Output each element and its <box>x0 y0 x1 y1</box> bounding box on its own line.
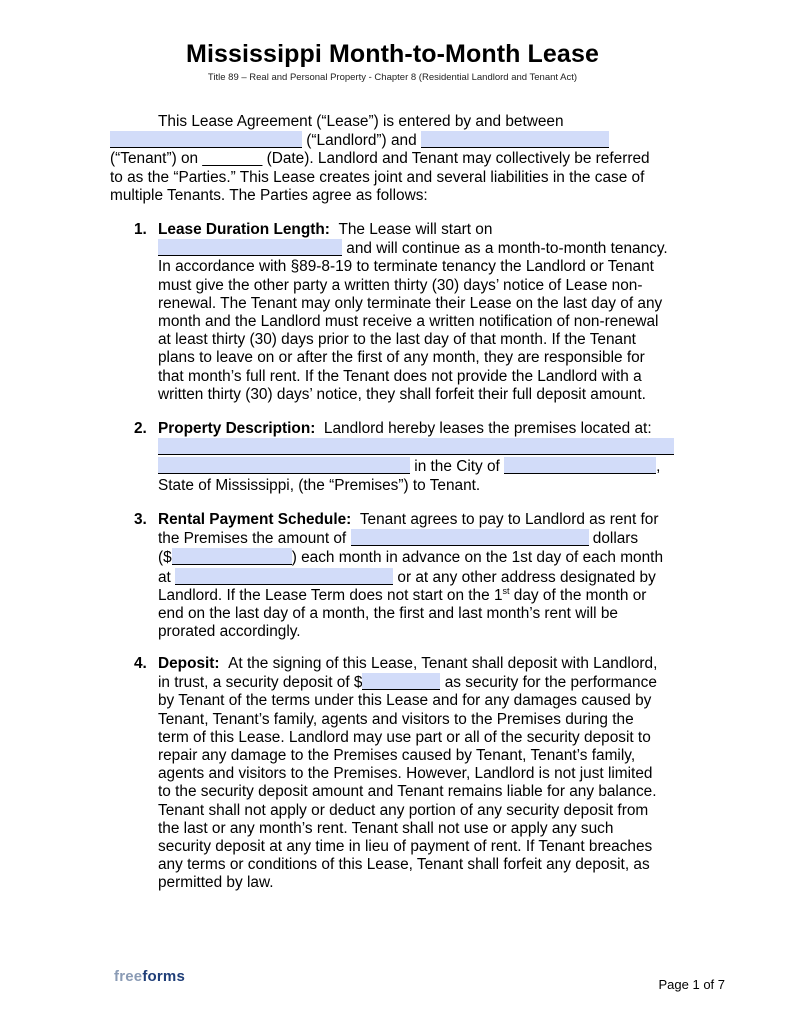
s4-line-7: agents and visitors to the Premises. However, Landlord is not just limited <box>158 765 653 783</box>
intro-line-3 <box>110 150 670 168</box>
s1-line-2 <box>158 239 680 258</box>
s3-text-5a: Landlord. If the Lease Term does not start on the 1 <box>158 586 503 604</box>
premises-address-field[interactable] <box>158 438 674 455</box>
performance-text: as security for the performance <box>444 674 657 692</box>
landlord-label: (“Landlord”) and <box>306 132 417 150</box>
logo-free-text: free <box>114 968 143 985</box>
s4-line-11: security deposit at any time in lieu of payment of rent. If Tenant breaches <box>158 838 653 856</box>
s4-line-8: to the security deposit amount and Tenant remains liable for any balance. <box>158 783 657 801</box>
section-lease-duration <box>110 221 680 404</box>
freeforms-logo[interactable] <box>114 968 185 985</box>
section-heading: Lease Duration Length: <box>158 221 330 238</box>
section-heading: Rental Payment Schedule: <box>158 511 352 528</box>
section-property-description <box>110 420 680 495</box>
s1-line-5: renewal. The Tenant may only terminate their Lease on the last day of any <box>158 294 663 312</box>
intro-line-5: multiple Tenants. The Parties agree as follows: <box>110 186 428 204</box>
tenant-name-field[interactable] <box>421 131 609 148</box>
city-label: in the City of <box>414 458 500 476</box>
s4-line-4: Tenant, Tenant’s family, agents and visitors to the Premises during the <box>158 710 634 728</box>
intro-date-text: (Date). Landlord and Tenant may collectively be referred <box>266 150 650 168</box>
s4-line-9: Tenant shall not apply or deduct any portion of any security deposit from <box>158 801 649 819</box>
logo-forms-text: forms <box>142 968 186 985</box>
rent-amount-field[interactable] <box>172 548 292 565</box>
s3-line-1 <box>158 511 680 529</box>
s3-text-1: Tenant agrees to pay to Landlord as rent for <box>359 511 659 528</box>
date-blank[interactable]: _______ <box>202 150 263 168</box>
section-number: 1. <box>134 221 147 238</box>
s4-line-3: by Tenant of the terms under this Lease and for any damages caused by <box>158 692 652 710</box>
lease-start-date-field[interactable] <box>158 239 342 256</box>
s1-line-9: that month’s full rent. If the Tenant does not provide the Landlord with a <box>158 367 642 385</box>
s4-line-13: permitted by law. <box>158 874 274 892</box>
s4-line-5: term of this Lease. Landlord may use part or all of the security deposit to <box>158 728 651 746</box>
s1-line-3: In accordance with §89-8-19 to terminate tenancy the Landlord or Tenant <box>158 258 654 276</box>
s1-text-2: and will continue as a month-to-month tenancy. <box>346 240 668 258</box>
trust-text: in trust, a security deposit of $ <box>158 674 363 692</box>
s2-line-4: State of Mississippi, (the “Premises”) to Tenant. <box>158 476 481 494</box>
payment-address-field[interactable] <box>175 568 393 585</box>
s4-text-1: At the signing of this Lease, Tenant shall deposit with Landlord, <box>228 655 658 672</box>
s4-line-2 <box>158 673 680 692</box>
section-rental-payment <box>110 511 680 641</box>
s3-line-6: end on the last day of a month, the first and last month’s rent will be <box>158 605 618 623</box>
s2-line-2 <box>158 438 680 457</box>
s4-line-6: repair any damage to the Premises caused by Tenant, Tenant’s family, <box>158 747 636 765</box>
intro-paragraph <box>110 113 670 205</box>
section-deposit <box>110 655 680 893</box>
each-month-text: ) each month in advance on the 1st day of each month <box>291 549 664 567</box>
dollars-label: dollars <box>592 530 639 548</box>
at-label: at <box>158 568 171 586</box>
intro-line-2 <box>110 131 670 150</box>
section-number: 2. <box>134 420 147 437</box>
section-heading: Property Description: <box>158 420 316 437</box>
document-subtitle: Title 89 – Real and Personal Property - Chapter 8 (Residential Landlord and Tenant Act) <box>207 72 578 83</box>
page-number: Page 1 of 7 <box>658 977 725 992</box>
s2-line-3 <box>158 457 680 476</box>
s1-line-7: at least thirty (30) days prior to the last day of that month. If the Tenant <box>158 331 636 349</box>
s4-line-1 <box>158 655 680 673</box>
s3-line-4 <box>158 568 680 587</box>
s1-line-6: month and the Landlord must receive a written notification of non-renewal <box>158 313 659 331</box>
s1-line-8: plans to leave on or after the first of any month, they are responsible for <box>158 349 645 367</box>
s1-text-1: The Lease will start on <box>338 221 493 238</box>
s3-line-5 <box>158 587 680 605</box>
s2-line-1 <box>158 420 680 438</box>
landlord-name-field[interactable] <box>110 131 302 148</box>
tenant-label: (“Tenant”) on <box>110 150 199 168</box>
section-number: 4. <box>134 655 147 672</box>
other-address-text: or at any other address designated by <box>397 568 656 586</box>
section-heading: Deposit: <box>158 655 220 672</box>
s3-text-5b: day of the month or <box>509 586 647 604</box>
premises-address-field-2[interactable] <box>158 457 410 474</box>
s1-line-1 <box>158 221 680 239</box>
section-number: 3. <box>134 511 147 528</box>
intro-line-4: to as the “Parties.” This Lease creates joint and several liabilities in the case of <box>110 168 645 186</box>
s4-line-12: any terms or conditions of this Lease, Tenant shall forfeit any deposit, as <box>158 856 650 874</box>
s3-line-2 <box>158 529 680 548</box>
s2-text-1: Landlord hereby leases the premises located at: <box>323 420 652 437</box>
s4-line-10: the last or any month’s rent. Tenant shall not use or apply any such <box>158 819 614 837</box>
s1-line-10: written thirty (30) days’ notice, they shall forfeit their full deposit amount. <box>158 385 646 403</box>
city-comma: , <box>656 458 661 476</box>
dollar-sign: ($ <box>158 549 172 567</box>
rent-amount-words-field[interactable] <box>351 529 589 546</box>
amount-label: the Premises the amount of <box>158 530 347 548</box>
ordinal-suffix: st <box>502 585 510 596</box>
security-deposit-field[interactable] <box>362 673 440 690</box>
s1-line-4: must give the other party a written thirty (30) days’ notice of Lease non- <box>158 276 643 294</box>
city-field[interactable] <box>504 457 656 474</box>
s3-line-3 <box>158 548 680 567</box>
document-title: Mississippi Month-to-Month Lease <box>186 40 599 68</box>
s3-line-7: prorated accordingly. <box>158 623 301 641</box>
intro-line-1: This Lease Agreement (“Lease”) is entered by and between <box>158 113 564 130</box>
